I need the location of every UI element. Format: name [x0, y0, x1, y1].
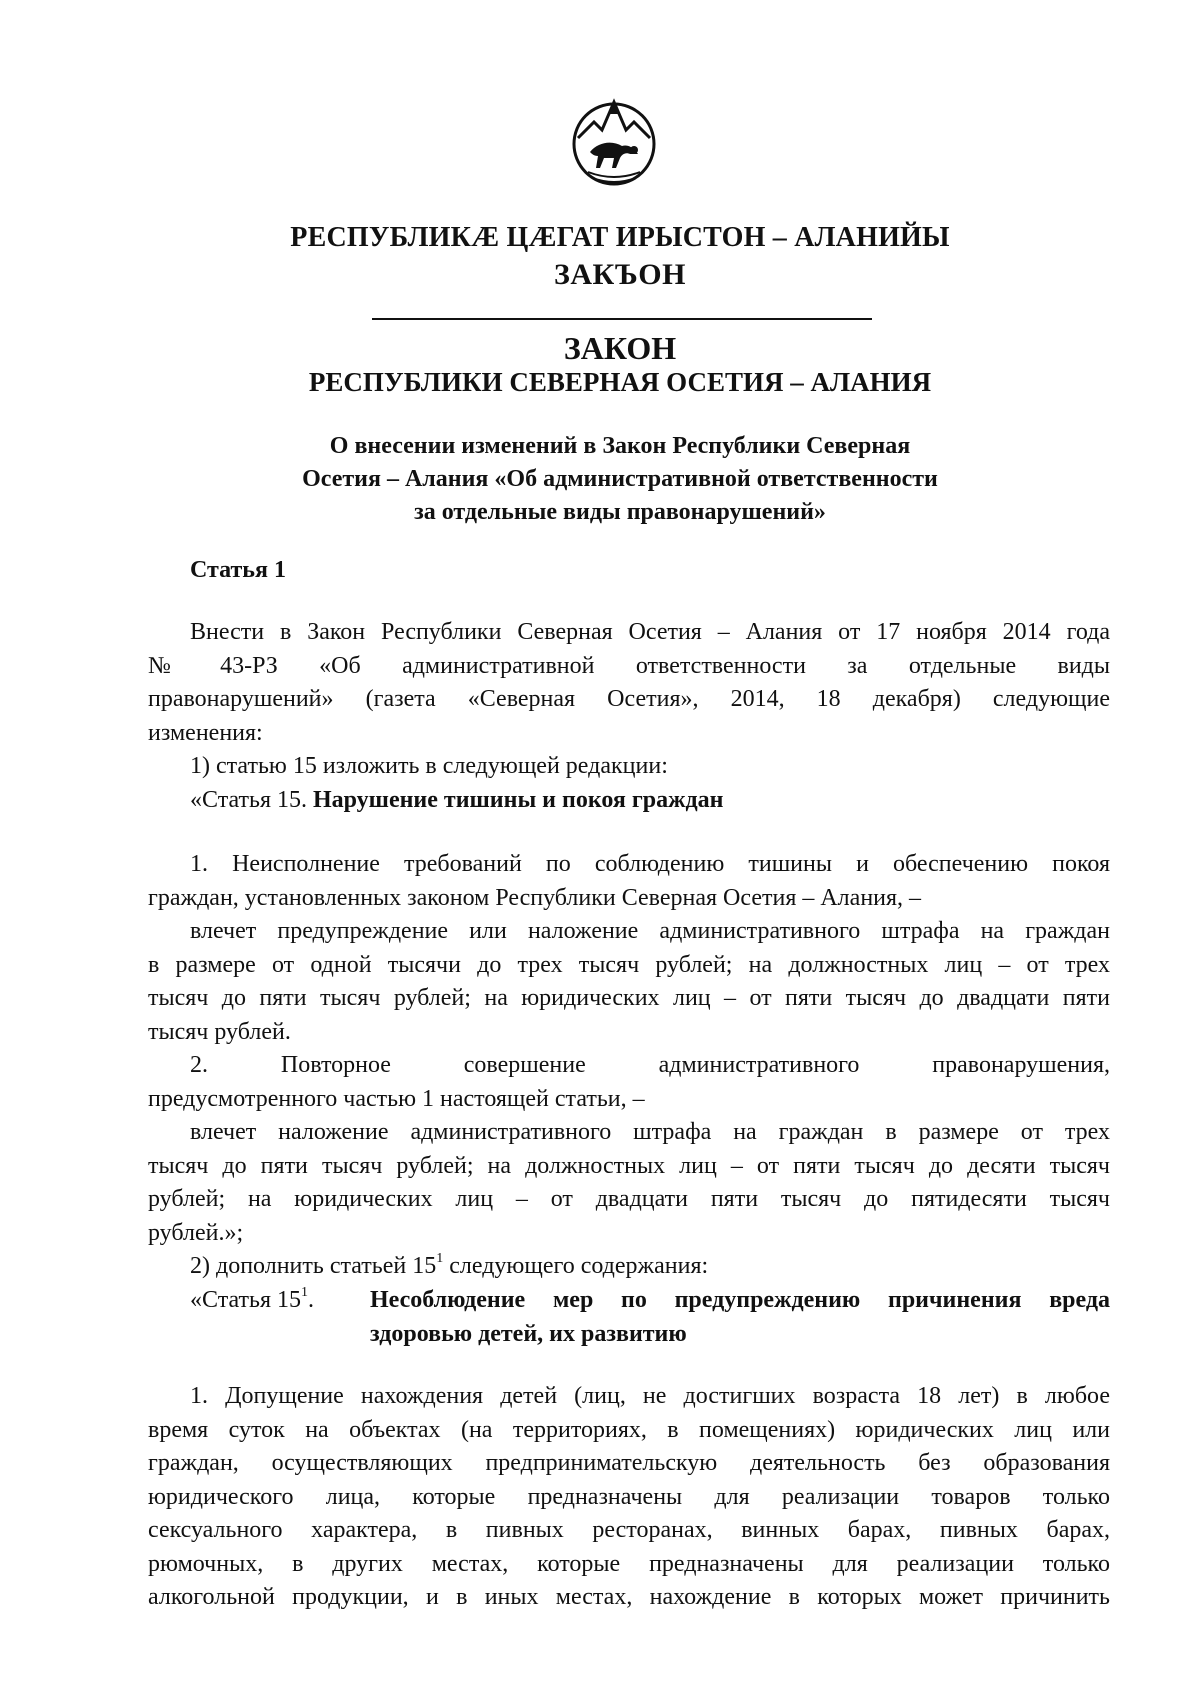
item-2-suffix: следующего содержания:: [443, 1253, 709, 1279]
article-15-1-label-superscript: 1: [300, 1285, 308, 1300]
article-intro: [148, 616, 1110, 817]
text-line: предусмотренного частью 1 настоящей статьи, –: [148, 1085, 645, 1112]
ossetian-law-heading: ЗАКЪОН: [554, 258, 686, 291]
text-line: влечет предупреждение или наложение административного штрафа на граждан: [190, 918, 1110, 944]
article-heading: Статья 1: [190, 557, 286, 583]
article-15-1-label-text: «Статья 15: [190, 1287, 301, 1313]
article-15-1-title: [370, 1284, 1110, 1351]
text-line: тысяч до пяти тысяч рублей; на юридических лиц – от пяти тысяч до двадцати пяти: [148, 985, 1110, 1011]
text-line: рублей.»;: [148, 1219, 244, 1246]
article-15-part-1: [148, 848, 1110, 1284]
article-15-1-part-1: [148, 1380, 1110, 1615]
text-line: 1. Неисполнение требований по соблюдению тишины и обеспечению покоя: [190, 851, 1110, 877]
text-line: в размере от одной тысячи до трех тысяч рублей; на должностных лиц – от трех: [148, 951, 1110, 978]
article-15-heading: [148, 784, 1110, 818]
item-2: [148, 1250, 1110, 1284]
item-2-prefix: 2) дополнить статьей 15: [190, 1253, 437, 1279]
text-line: сексуального характера, в пивных ресторанах, винных барах, пивных барах,: [148, 1517, 1110, 1543]
text-line: влечет наложение административного штрафа на граждан в размере от трех: [190, 1119, 1110, 1145]
header-divider: [372, 318, 872, 320]
text-line: 2. Повторное совершение административного правонарушения,: [190, 1052, 1110, 1078]
ossetian-republic-heading: РЕСПУБЛИКÆ ЦÆГАТ ИРЫСТОН – АЛАНИЙЫ: [290, 222, 950, 253]
text-line: рублей; на юридических лиц – от двадцати пяти тысяч до пятидесяти тысяч: [148, 1186, 1110, 1212]
text-line: изменения:: [148, 719, 263, 746]
article-15-1-heading: [190, 1284, 1110, 1354]
law-title-line: за отдельные виды правонарушений»: [414, 499, 826, 525]
text-line: тысяч рублей.: [148, 1018, 291, 1045]
text-line: рюмочных, в других местах, которые предназначены для реализации только: [148, 1550, 1110, 1577]
coat-of-arms-icon: [568, 92, 660, 192]
article-15-prefix: «Статья 15.: [190, 786, 313, 813]
text-line: юридического лица, которые предназначены для реализации товаров только: [148, 1483, 1110, 1510]
text-line: правонарушений» (газета «Северная Осетия», 2014, 18 декабря) следующие: [148, 686, 1110, 712]
item-1: 1) статью 15 изложить в следующей редакции:: [190, 753, 668, 779]
text-line: алкогольной продукции, и в иных местах, нахождение в которых может причинить: [148, 1584, 1110, 1610]
text-line: время суток на объектах (на территориях, в помещениях) юридических лиц или: [148, 1416, 1110, 1443]
republic-heading: РЕСПУБЛИКИ СЕВЕРНАЯ ОСЕТИЯ – АЛАНИЯ: [308, 367, 932, 397]
law-title: [140, 430, 1100, 529]
text-line: граждан, установленных законом Республики Северная Осетия – Алания, –: [148, 884, 922, 911]
article-15-1-label-end: .: [307, 1287, 314, 1313]
text-line: Внести в Закон Республики Северная Осетия – Алания от 17 ноября 2014 года: [190, 619, 1110, 645]
text-line: 1. Допущение нахождения детей (лиц, не достигших возраста 18 лет) в любое: [190, 1383, 1110, 1409]
text-line: № 43-РЗ «Об административной ответственности за отдельные виды: [148, 652, 1110, 679]
item-2-superscript: 1: [436, 1251, 444, 1266]
text-line: граждан, осуществляющих предпринимательскую деятельность без образования: [148, 1450, 1110, 1476]
text-line: здоровью детей, их развитию: [370, 1320, 687, 1347]
law-heading: ЗАКОН: [563, 330, 677, 366]
law-title-line: О внесении изменений в Закон Республики Северная: [329, 433, 911, 459]
article-15-1-label: [190, 1284, 314, 1318]
text-line: Несоблюдение мер по предупреждению причинения вреда: [370, 1287, 1110, 1313]
text-line: тысяч до пяти тысяч рублей; на должностных лиц – от пяти тысяч до десяти тысяч: [148, 1152, 1110, 1179]
law-title-line: Осетия – Алания «Об административной ответственности: [302, 466, 938, 492]
emblem-graphic: [568, 92, 660, 192]
article-15-title: Нарушение тишины и покоя граждан: [312, 786, 724, 813]
